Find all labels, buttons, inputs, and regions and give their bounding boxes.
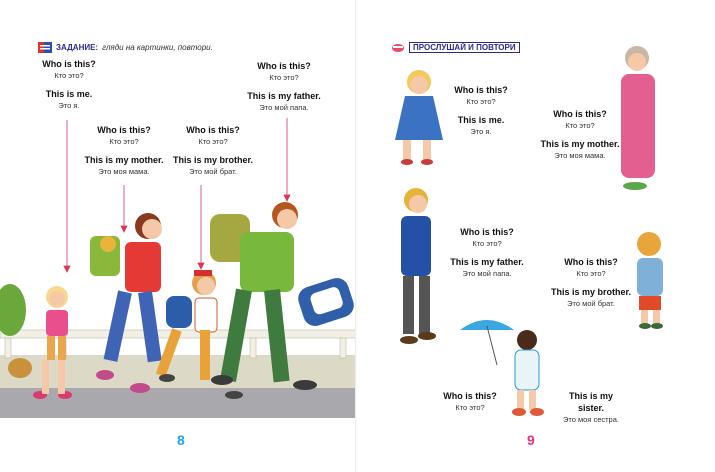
answer-text: This is me. bbox=[45, 89, 93, 99]
father-blue-suit-figure bbox=[400, 188, 436, 344]
answer-translation: Это мой брат. bbox=[189, 167, 237, 176]
question-translation: Кто это? bbox=[472, 239, 502, 248]
brother-blond-figure bbox=[637, 232, 663, 329]
page-number-left: 8 bbox=[177, 432, 185, 448]
answer-text: This is my sister. bbox=[568, 391, 613, 413]
question-translation: Кто это? bbox=[565, 121, 595, 130]
page-number-right: 9 bbox=[527, 432, 535, 448]
question-translation: Кто это? bbox=[198, 137, 228, 146]
question-text: Who is this? bbox=[443, 391, 497, 401]
question-translation: Кто это? bbox=[466, 97, 496, 106]
question-translation: Кто это? bbox=[576, 269, 606, 278]
question-text: Who is this? bbox=[454, 85, 508, 95]
answer-text: This is my father. bbox=[450, 257, 524, 267]
question-text: Who is this? bbox=[564, 257, 618, 267]
question-text: Who is this? bbox=[257, 61, 311, 71]
answer-translation: Это мой папа. bbox=[259, 103, 309, 112]
sister-umbrella-figure bbox=[460, 320, 544, 416]
answer-text: This is my mother. bbox=[84, 155, 164, 165]
answer-text: This is my brother. bbox=[550, 287, 632, 297]
answer-translation: Это моя сестра. bbox=[562, 415, 619, 424]
answer-translation: Это моя мама. bbox=[554, 151, 606, 160]
answer-translation: Это моя мама. bbox=[98, 167, 150, 176]
question-text: Who is this? bbox=[553, 109, 607, 119]
answer-translation: Это мой папа. bbox=[462, 269, 512, 278]
bush bbox=[0, 284, 26, 336]
answer-translation: Это я. bbox=[58, 101, 80, 110]
listen-label: ПРОСЛУШАЙ И ПОВТОРИ bbox=[409, 42, 520, 53]
question-translation: Кто это? bbox=[455, 403, 485, 412]
answer-text: This is my brother. bbox=[172, 155, 254, 165]
mother-pink-robe-figure bbox=[621, 46, 655, 190]
left-page bbox=[0, 0, 357, 472]
answer-translation: Это мой брат. bbox=[567, 299, 615, 308]
answer-text: This is my father. bbox=[247, 91, 321, 101]
answer-text: This is me. bbox=[457, 115, 505, 125]
family-portraits-illustration bbox=[357, 0, 715, 472]
question-translation: Кто это? bbox=[269, 73, 299, 82]
task-label: ЗАДАНИЕ: bbox=[56, 43, 99, 52]
question-text: Who is this? bbox=[186, 125, 240, 135]
task-instruction: гляди на картинки, повтори. bbox=[102, 43, 213, 52]
girl-blue-dress-figure bbox=[395, 70, 443, 165]
question-text: Who is this? bbox=[42, 59, 96, 69]
answer-translation: Это я. bbox=[470, 127, 492, 136]
road bbox=[0, 388, 357, 418]
family-walking-illustration bbox=[0, 0, 357, 472]
question-text: Who is this? bbox=[97, 125, 151, 135]
answer-text: This is my mother. bbox=[540, 139, 620, 149]
question-translation: Кто это? bbox=[54, 71, 84, 80]
right-page bbox=[357, 0, 715, 472]
question-translation: Кто это? bbox=[109, 137, 139, 146]
question-text: Who is this? bbox=[460, 227, 514, 237]
